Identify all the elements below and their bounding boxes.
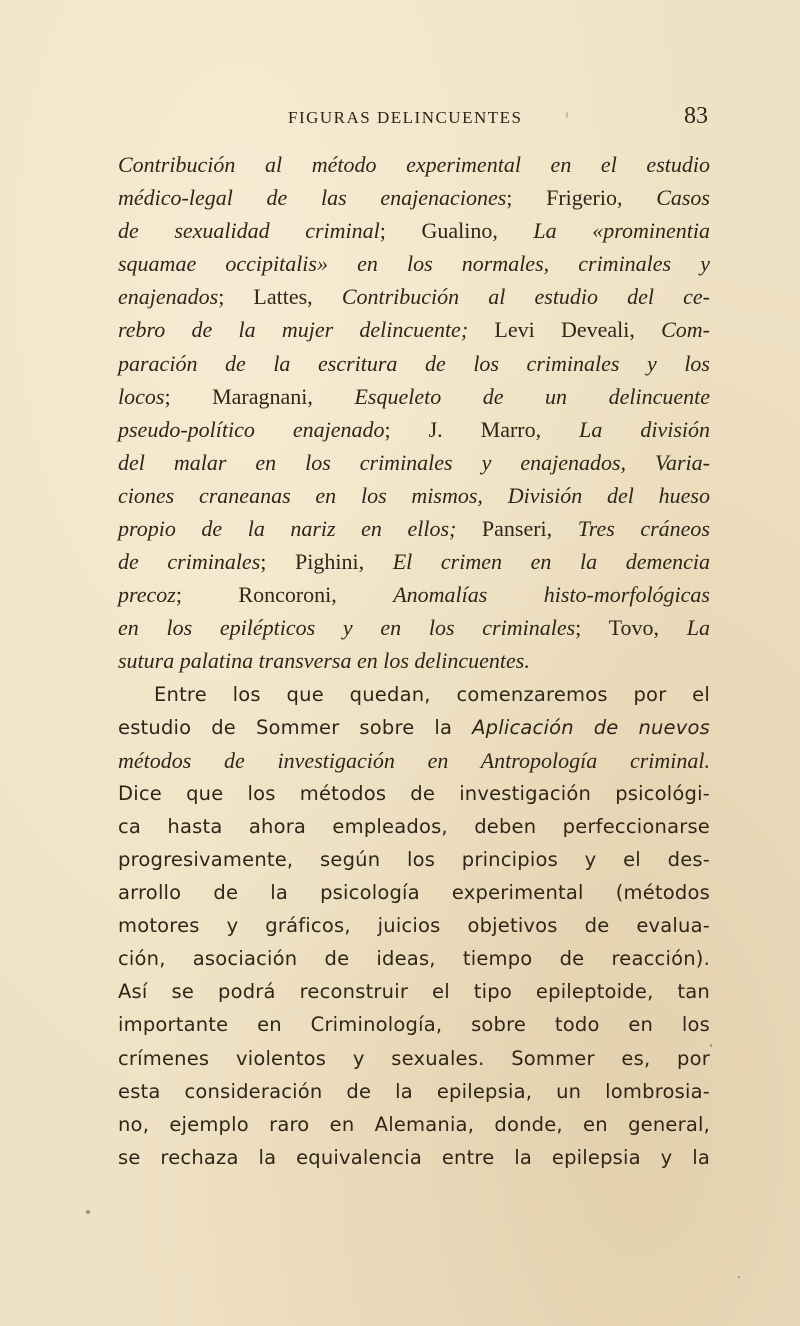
text-line <box>118 479 710 512</box>
text-run: progresivamente, según los principios y el des- <box>118 847 710 871</box>
text-line <box>118 1108 710 1141</box>
italic-run: rebro de la mujer delincuente; <box>118 317 469 343</box>
italic-run: ciones craneanas en los mismos, División del hueso <box>118 482 710 508</box>
paper-speck <box>710 1044 712 1047</box>
italic-run: de sexualidad criminal <box>118 218 380 244</box>
text-run: no, ejemplo raro en Alemania, donde, en general, <box>118 1112 710 1136</box>
italic-run: Esqueleto de un delincuente <box>354 383 710 409</box>
italic-run: locos <box>118 383 165 409</box>
italic-run: El crimen en la demencia <box>392 549 710 575</box>
italic-run: sutura palatina transversa en los delincuentes. <box>118 648 530 674</box>
text-line <box>118 711 710 744</box>
text-line <box>118 280 710 313</box>
text-run: crímenes violentos y sexuales. Sommer es, por <box>118 1046 710 1070</box>
italic-run: La «prominentia <box>533 218 710 244</box>
italic-run: métodos de investigación en Antropología criminal. <box>118 747 710 773</box>
text-line <box>118 942 710 975</box>
text-run: ; Tovo, <box>575 615 687 641</box>
paper-speck <box>566 112 568 118</box>
italic-run: enajenados <box>118 284 219 310</box>
text-run: Entre los que quedan, comenzaremos por el <box>154 682 710 706</box>
text-line <box>118 611 710 644</box>
text-line <box>118 214 710 247</box>
text-line <box>118 1008 710 1041</box>
text-line <box>118 909 710 942</box>
italic-run: Contribución al estudio del ce- <box>341 284 711 310</box>
italic-run: pseudo-político enajenado <box>118 416 385 442</box>
text-line <box>118 578 710 611</box>
body-text <box>118 148 710 1174</box>
text-run: ; Pighini, <box>260 549 393 575</box>
text-line <box>118 247 710 280</box>
text-line <box>118 347 710 380</box>
italic-run: Tres cráneos <box>577 516 710 542</box>
italic-run: Anomalías histo-morfológicas <box>393 582 710 608</box>
text-line <box>118 148 710 181</box>
text-line <box>118 843 710 876</box>
text-line <box>118 678 710 711</box>
text-line <box>118 313 710 346</box>
italic-run: Aplicación de nuevos <box>472 715 710 739</box>
italic-run: paración de la escritura de los criminales y los <box>118 350 710 376</box>
text-line <box>118 181 710 214</box>
text-line <box>118 446 710 479</box>
text-line <box>118 777 710 810</box>
italic-run: squamae occipitalis» en los normales, criminales y <box>118 251 710 277</box>
text-run: se rechaza la equivalencia entre la epilepsia y la <box>118 1145 710 1169</box>
italic-run: precoz <box>118 582 176 608</box>
text-run: Panseri, <box>456 516 578 542</box>
text-line <box>118 380 710 413</box>
italic-run: Com- <box>661 317 710 343</box>
text-run: esta consideración de la epilepsia, un lombrosia- <box>118 1079 710 1103</box>
text-run: ; J. Marro, <box>384 416 580 442</box>
italic-run: del malar en los criminales y enajenados, Varia- <box>118 449 710 475</box>
text-run: ; Roncoroni, <box>175 582 394 608</box>
italic-run: propio de la nariz en ellos; <box>118 516 457 542</box>
italic-run: de criminales <box>118 549 261 575</box>
text-run: importante en Criminología, sobre todo en los <box>118 1013 710 1037</box>
text-line <box>118 975 710 1008</box>
italic-run: La división <box>579 416 710 442</box>
text-run: Así se podrá reconstruir el tipo epileptoide, tan <box>118 980 710 1004</box>
page-number: 83 <box>684 103 708 129</box>
italic-run: Casos <box>656 185 710 211</box>
italic-run: médico-legal de las enajenaciones <box>118 185 507 211</box>
italic-run: La <box>686 615 710 641</box>
text-run: motores y gráficos, juicios objetivos de evalua- <box>118 914 710 938</box>
italic-run: Contribución al método experimental en el estudio <box>118 152 710 177</box>
text-line <box>118 1141 710 1174</box>
paper-speck <box>738 1276 740 1278</box>
paper-speck <box>86 1210 90 1214</box>
text-run: estudio de Sommer sobre la <box>118 715 473 739</box>
running-head <box>118 103 710 133</box>
text-line <box>118 810 710 843</box>
text-run: ; Lattes, <box>218 284 342 310</box>
italic-run: en los epilépticos y en los criminales <box>118 615 576 641</box>
running-title: FIGURAS DELINCUENTES <box>288 108 523 127</box>
text-line <box>118 744 710 777</box>
text-run: Dice que los métodos de investigación psicológi- <box>118 781 710 805</box>
text-line <box>118 1075 710 1108</box>
text-line <box>118 413 710 446</box>
text-line <box>118 512 710 545</box>
text-run: ; Frigerio, <box>506 185 657 211</box>
text-line <box>118 545 710 578</box>
text-run: arrollo de la psicología experimental (métodos <box>118 881 710 905</box>
text-line <box>118 1042 710 1075</box>
text-run: ca hasta ahora empleados, deben perfeccionarse <box>118 814 710 838</box>
text-run: ; Maragnani, <box>164 383 355 409</box>
text-line <box>118 644 710 677</box>
text-line <box>118 876 710 909</box>
text-run: ción, asociación de ideas, tiempo de reacción). <box>118 947 710 971</box>
text-run: ; Gualino, <box>379 218 534 244</box>
text-run: Levi Deveali, <box>468 317 662 343</box>
